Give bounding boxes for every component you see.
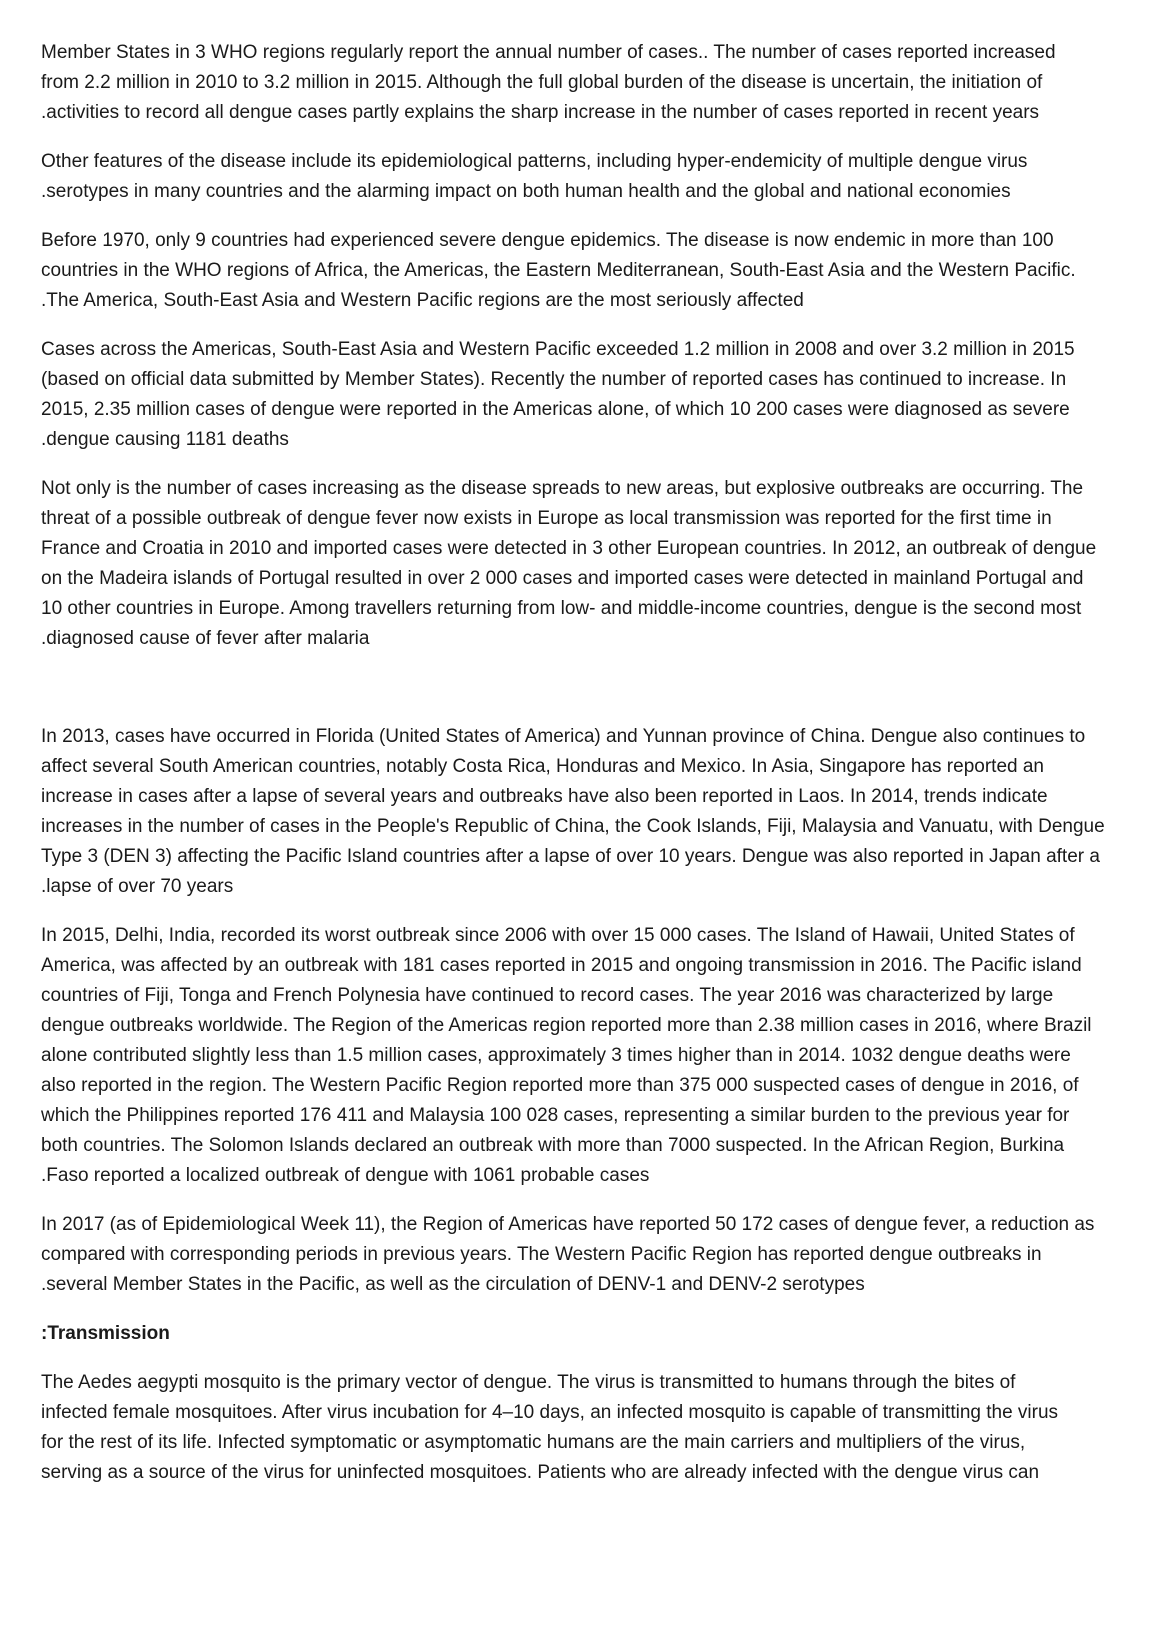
document-page — [41, 38, 1131, 1507]
paragraph-2015-2016: In 2015, Delhi, India, recorded its worst outbreak since 2006 with over 15 000 cases. The Island of Hawaii, United States of America, was affected by an outbreak with 181 cases reported in 2015 and ongoing transmission in 2016. The Pacific island countries of Fiji, Tonga and French Polynesia have continued to record cases. The year 2016 was characterized by large dengue outbreaks worldwide. The Region of the Americas region reported more than 2.38 million cases in 2016, where Brazil alone contributed slightly less than 1.5 million cases, approximately 3 times higher than in 2014. 1032 dengue deaths were also reported in the region. The Western Pacific Region reported more than 375 000 suspected cases of dengue in 2016, of which the Philippines reported 176 411 and Malaysia 100 028 cases, representing a similar burden to the previous year for both countries. The Solomon Islands declared an outbreak with more than 7000 suspected. In the African Region, Burkina .Faso reported a localized outbreak of dengue with 1061 probable cases — [41, 925, 1092, 1186]
paragraph-europe-outbreaks: Not only is the number of cases increasing as the disease spreads to new areas, but explosive outbreaks are occurring. The threat of a possible outbreak of dengue fever now exists in Europe as local transmission was reported for the first time in France and Croatia in 2010 and imported cases were detected in 3 other European countries. In 2012, an outbreak of dengue on the Madeira islands of Portugal resulted in over 2 000 cases and imported cases were detected in mainland Portugal and 10 other countries in Europe. Among travellers returning from low- and middle-income countries, dengue is the second most .diagnosed cause of fever after malaria — [41, 478, 1097, 649]
paragraph-annual-cases: Member States in 3 WHO regions regularly report the annual number of cases.. The number of cases reported increased from 2.2 million in 2010 to 3.2 million in 2015. Although the full global burden of the disease is uncertain, the initiation of .activities to record all dengue cases partly explains the sharp increase in the number of cases reported in recent years — [41, 42, 1056, 123]
paragraph-cases-2008-2015: Cases across the Americas, South-East Asia and Western Pacific exceeded 1.2 million in 2008 and over 3.2 million in 2015 (based on official data submitted by Member States). Recently the number of reported cases has continued to increase. In 2015, 2.35 million cases of dengue were reported in the Americas alone, of which 10 200 cases were diagnosed as severe .dengue causing 1181 deaths — [41, 339, 1075, 450]
paragraph-transmission: The Aedes aegypti mosquito is the primary vector of dengue. The virus is transmitted to humans through the bites of infected female mosquitoes. After virus incubation for 4–10 days, an infected mosquito is capable of transmitting the virus for the rest of its life. Infected symptomatic or asymptomatic humans are the main carriers and multipliers of the virus, serving as a source of the virus for uninfected mosquitoes. Patients who are already infected with the dengue virus can — [41, 1372, 1059, 1483]
paragraph-epidemiological-patterns: Other features of the disease include its epidemiological patterns, including hyper-endemicity of multiple dengue virus .serotypes in many countries and the alarming impact on both human health and the global and national economies — [41, 151, 1028, 202]
paragraph-2017: In 2017 (as of Epidemiological Week 11), the Region of Americas have reported 50 172 cases of dengue fever, a reduction as compared with corresponding periods in previous years. The Western Pacific Region has reported dengue outbreaks in .several Member States in the Pacific, as well as the circulation of DENV-1 and DENV-2 serotypes — [41, 1214, 1095, 1295]
paragraph-before-1970: Before 1970, only 9 countries had experienced severe dengue epidemics. The disease is now endemic in more than 100 countries in the WHO regions of Africa, the Americas, the Eastern Mediterranean, South-East Asia and the Western Pacific. .The America, South-East Asia and Western Pacific regions are the most seriously affected — [41, 230, 1076, 311]
transmission-heading: :Transmission — [41, 1323, 170, 1344]
paragraph-2013-2014: In 2013, cases have occurred in Florida (United States of America) and Yunnan province of China. Dengue also continues to affect several South American countries, notably Costa Rica, Honduras and Mexico. In Asia, Singapore has reported an increase in cases after a lapse of several years and outbreaks have also been reported in Laos. In 2014, trends indicate increases in the number of cases in the People's Republic of China, the Cook Islands, Fiji, Malaysia and Vanuatu, with Dengue Type 3 (DEN 3) affecting the Pacific Island countries after a lapse of over 10 years. Dengue was also reported in Japan after a .lapse of over 70 years — [41, 726, 1105, 897]
blank-gap — [41, 673, 1131, 722]
